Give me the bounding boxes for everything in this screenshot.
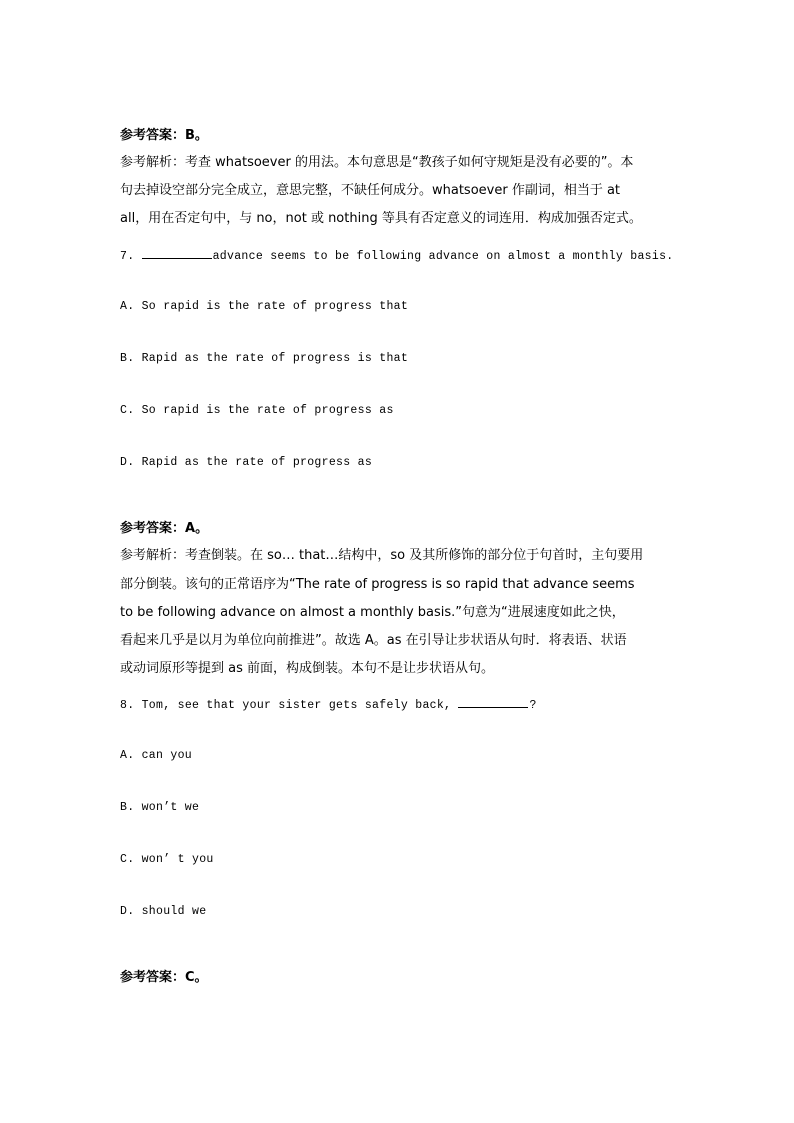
question-8-option-c: C. won’ t you	[120, 853, 214, 866]
question-text: advance seems to be following advance on almost a monthly basis.	[212, 250, 674, 263]
answer-label: 参考答案：	[120, 521, 186, 536]
question-7-stem	[120, 247, 673, 265]
analysis-q6-line-3: all，用在否定句中，与 no，not 或 nothing 等具有否定意义的词连用．构成加强否定式。	[120, 211, 642, 226]
answer-value: A。	[185, 521, 209, 536]
question-8-option-a: A. can you	[120, 749, 193, 762]
question-8-option-d: D. should we	[120, 905, 207, 918]
question-7-option-a: A. So rapid is the rate of progress that	[120, 300, 409, 313]
analysis-q7-line-2: 部分倒装。该句的正常语序为“The rate of progress is so rapid that advance seems	[120, 577, 635, 592]
question-number: 7.	[120, 250, 135, 263]
question-8-option-b: B. won’t we	[120, 801, 200, 814]
answer-blank	[458, 696, 528, 708]
analysis-q7-line-3: to be following advance on almost a monthly basis.”句意为“进展速度如此之快，	[120, 605, 625, 620]
answer-value: B。	[185, 128, 208, 143]
analysis-q7-line-1: 参考解析：考查倒装。在 so… that…结构中，so 及其所修饰的部分位于句首时，主句要用	[120, 548, 644, 563]
answer-label: 参考答案：	[120, 970, 186, 985]
question-7-option-d: D. Rapid as the rate of progress as	[120, 456, 373, 469]
question-7-option-b: B. Rapid as the rate of progress is that	[120, 352, 409, 365]
analysis-q7-line-4: 看起来几乎是以月为单位向前推进”。故选 A。as 在引导让步状语从句时．将表语、状语	[120, 633, 627, 648]
answer-blank	[142, 247, 212, 259]
analysis-q7-line-5: 或动词原形等提到 as 前面，构成倒装。本句不是让步状语从句。	[120, 661, 495, 676]
answer-value: C。	[185, 970, 208, 985]
analysis-q6-line-2: 句去掉设空部分完全成立，意思完整，不缺任何成分。whatsoever 作副词，相当于 at	[120, 183, 621, 198]
answer-label: 参考答案：	[120, 128, 186, 143]
answer-heading-q7	[120, 521, 208, 537]
question-end: ?	[529, 699, 537, 712]
question-text: Tom, see that your sister gets safely back,	[141, 699, 452, 712]
question-8-stem	[120, 696, 537, 714]
question-7-option-c: C. So rapid is the rate of progress as	[120, 404, 394, 417]
answer-heading-q6	[120, 128, 208, 144]
question-number: 8.	[120, 699, 135, 712]
analysis-q6-line-1: 参考解析：考查 whatsoever 的用法。本句意思是“教孩子如何守规矩是没有必要的”。本	[120, 155, 634, 170]
answer-heading-q8	[120, 970, 208, 986]
